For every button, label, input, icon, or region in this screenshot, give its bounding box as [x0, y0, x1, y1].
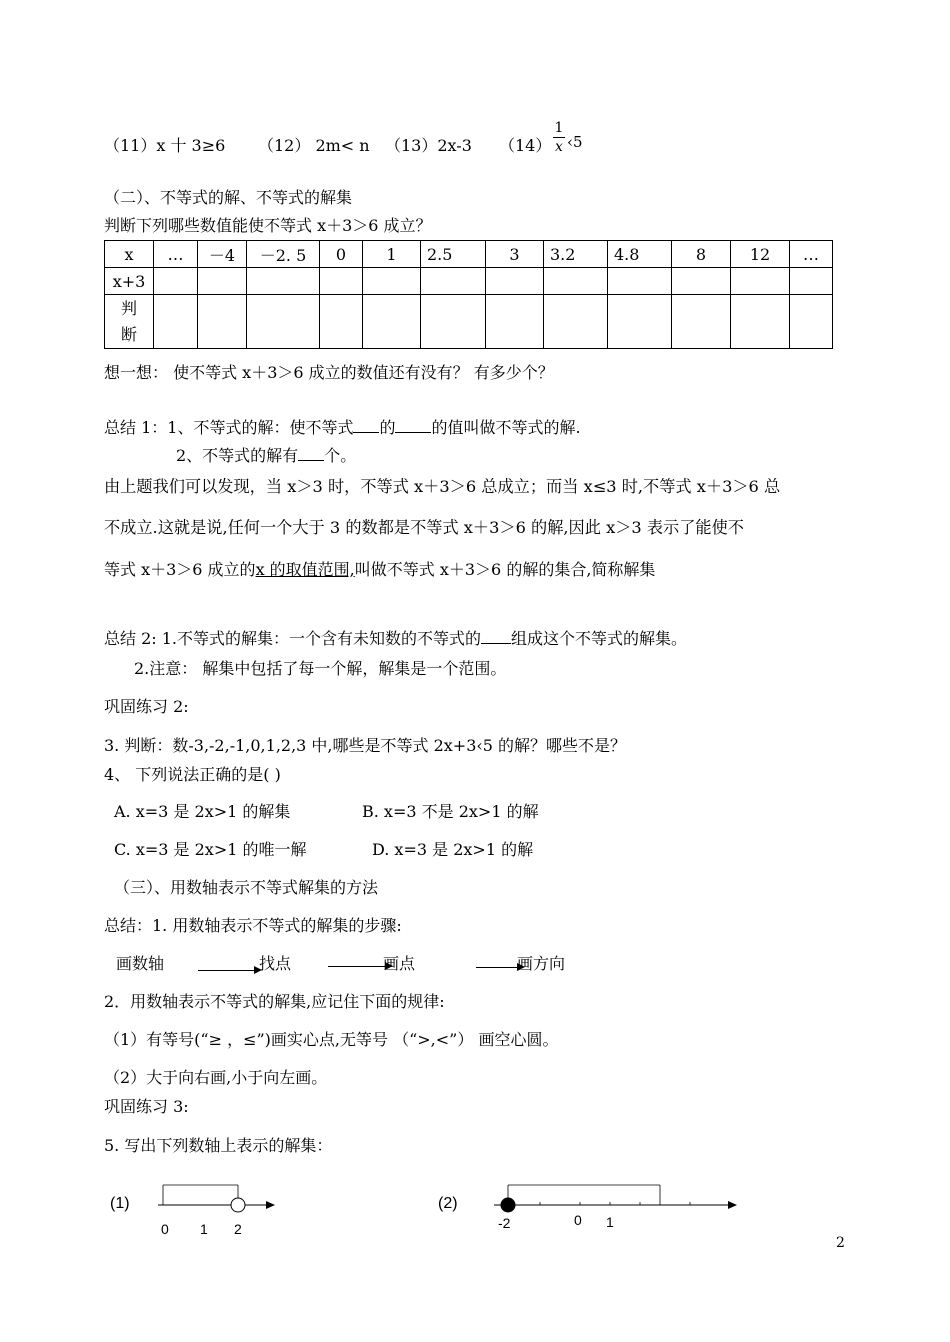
number-line-2	[490, 1178, 745, 1218]
table-cell: 3	[486, 241, 544, 268]
axis-1-tick: 0	[161, 1221, 169, 1237]
rule-title: 2．用数轴表示不等式的解集,应记住下面的规律:	[104, 992, 445, 1011]
table-cell: 2.5	[421, 241, 486, 268]
table-row-x-plus-3	[105, 268, 833, 295]
option-d: D. x=3 是 2x>1 的解	[372, 840, 534, 859]
values-table	[104, 240, 833, 349]
underlined-phrase: x 的取值范围,	[255, 560, 355, 579]
exercise-line	[104, 133, 225, 156]
option-b: B. x=3 不是 2x>1 的解	[362, 802, 539, 821]
table-row-x	[105, 241, 833, 268]
rule-2: （2）大于向右画,小于向左画。	[104, 1068, 328, 1087]
axis-1-tick: 2	[234, 1221, 242, 1237]
exercise-14: （14）	[499, 136, 552, 155]
summary-2-item-2: 2.注意： 解集中包括了每一个解，解集是一个范围。	[134, 659, 507, 678]
section2-title: （二）、不等式的解、不等式的解集	[104, 188, 353, 207]
question-3: 3. 判断：数-3,-2,-1,0,1,2,3 中,哪些是不等式 2x+3‹5 的解？哪些不是？	[104, 736, 627, 755]
think-question: 想一想： 使不等式 x＋3＞6 成立的数值还有没有？ 有多少个？	[104, 363, 554, 382]
option-a: A. x=3 是 2x>1 的解集	[114, 802, 291, 821]
question-1: 判断下列哪些数值能使不等式 x＋3＞6 成立？	[104, 216, 432, 235]
fraction-denominator: x	[555, 139, 563, 155]
table-cell: 3.2	[544, 241, 608, 268]
blank	[353, 418, 379, 433]
axis-2-tick: -2	[498, 1215, 511, 1231]
practice-3-title: 巩固练习 3:	[104, 1097, 189, 1116]
fraction	[553, 120, 565, 155]
summary-2: 总结 2: 1.不等式的解集：一个含有未知数的不等式的 组成这个不等式的解集。	[104, 629, 688, 648]
axis-2-tick: 0	[574, 1212, 582, 1228]
fraction-bar	[553, 137, 565, 138]
row-header: x	[105, 241, 154, 268]
table-cell: 1	[363, 241, 421, 268]
section3-title: （三）、用数轴表示不等式解集的方法	[114, 878, 379, 897]
step-1: 画数轴	[116, 954, 165, 973]
hollow-point-icon	[231, 1198, 245, 1212]
axis-1-tick: 1	[200, 1221, 208, 1237]
option-c: C. x=3 是 2x>1 的唯一解	[114, 840, 307, 859]
axis-1-label: (1)	[110, 1195, 130, 1212]
summary-3: 总结：1. 用数轴表示不等式的解集的步骤:	[104, 916, 402, 935]
table-cell: －4	[198, 241, 247, 268]
paragraph-line-3: 等式 x＋3＞6 成立的x 的取值范围,叫做不等式 x＋3＞6 的解的集合,简称解集	[104, 560, 656, 579]
table-row-judge	[105, 295, 833, 349]
page-number: 2	[836, 1235, 845, 1251]
exercise-12: （12） 2m< n	[258, 136, 370, 155]
row-header: 判断	[105, 295, 154, 349]
summary-1: 总结 1：1、不等式的解：使不等式 的 的值叫做不等式的解.	[104, 418, 581, 437]
table-cell: 4.8	[608, 241, 672, 268]
arrow-3-icon	[476, 967, 518, 968]
solid-point-icon	[501, 1198, 515, 1212]
table-cell: …	[790, 241, 833, 268]
practice-2-title: 巩固练习 2:	[104, 697, 189, 716]
blank	[481, 629, 511, 644]
arrow-1-icon	[198, 970, 255, 971]
table-cell: …	[154, 241, 198, 268]
summary-1-item-2: 2、不等式的解有 个。	[176, 446, 357, 465]
paragraph-line-1: 由上题我们可以发现，当 x＞3 时，不等式 x＋3＞6 总成立；而当 x≤3 时,不等式 x＋3＞6 总	[104, 477, 781, 496]
number-line-1	[150, 1178, 280, 1218]
row-header: x+3	[105, 268, 154, 295]
paragraph-line-2: 不成立.这就是说,任何一个大于 3 的数都是不等式 x＋3＞6 的解,因此 x＞3 表示了能使不	[104, 518, 744, 537]
step-2: 找点	[259, 954, 292, 973]
table-cell: －2. 5	[247, 241, 320, 268]
axis-2-tick: 1	[606, 1214, 614, 1230]
step-4: 画方向	[517, 954, 566, 973]
table-cell: 8	[672, 241, 731, 268]
question-4: 4、 下列说法正确的是( )	[104, 765, 281, 784]
rule-1: （1）有等号(“≥ ，≤”)画实心点,无等号 （“>,<”） 画空心圆。	[104, 1030, 559, 1049]
exercise-13: （13）2x-3	[385, 136, 472, 155]
table-cell: 12	[731, 241, 790, 268]
arrow-2-icon	[328, 966, 386, 967]
axis-arrow-icon	[266, 1201, 275, 1209]
fraction-rest: ‹5	[567, 133, 583, 151]
exercise-11: （11）x 十 3≥6	[104, 136, 226, 155]
fraction-numerator: 1	[554, 120, 564, 136]
blank	[298, 446, 324, 461]
axis-2-label: (2)	[438, 1195, 458, 1212]
blank	[395, 418, 431, 433]
table-cell: 0	[320, 241, 363, 268]
question-5: 5. 写出下列数轴上表示的解集：	[104, 1136, 333, 1155]
step-3: 画点	[383, 954, 416, 973]
axis-arrow-icon	[728, 1201, 737, 1209]
